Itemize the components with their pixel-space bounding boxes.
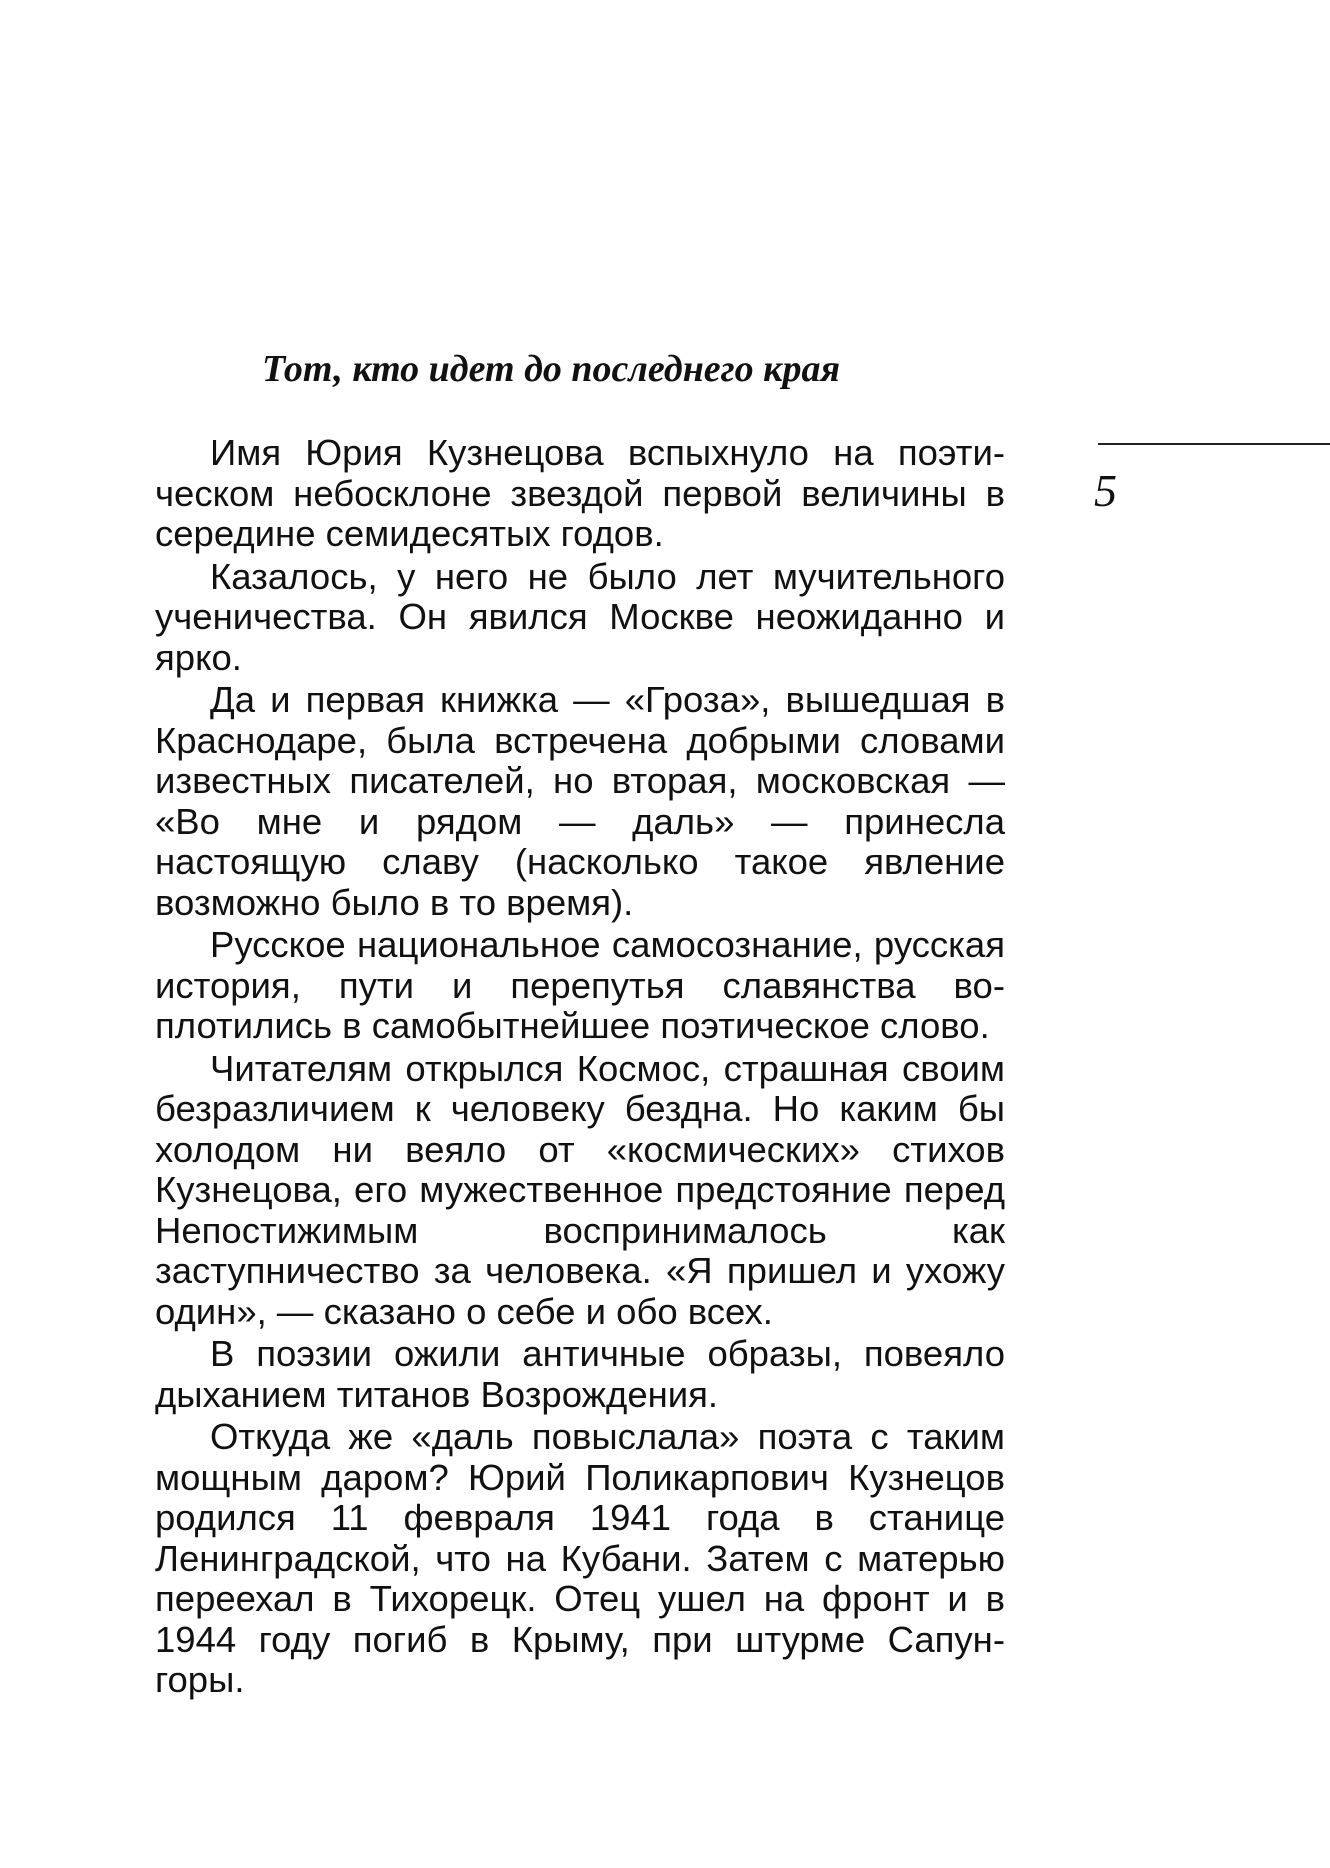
paragraph: Читателям открылся Космос, страшная своим безразличием к человеку бездна. Но каким бы холодом ни веяло от «космических» стихов Кузнецова, его мужественное предстояние перед Непостижимым воспринималось как заступничество за человека. «Я пришел и ухожу один», — сказано о себе и обо всех. [155, 1047, 1005, 1332]
paragraph: Откуда же «даль повыслала» поэта с таким мощным даром? Юрий Поликарпович Кузнецов родился 11 февраля 1941 года в станице Ленинградской, что на Кубани. Затем с матерью переехал в Тихорецк. Отец ушел на фронт и в 1944 году погиб в Крыму, при штурме Сапун-горы. [155, 1416, 1005, 1700]
chapter-title: Тот, кто идет до последнего края [262, 348, 841, 390]
paragraph: В поэзии ожили античные образы, повеяло дыханием титанов Возрождения. [155, 1333, 1005, 1415]
body-text [155, 433, 1005, 1703]
paragraph: Имя Юрия Кузнецова вспыхнуло на поэтическом небосклоне звездой первой величины в середине семидесятых годов. [155, 432, 1005, 554]
paragraph: Казалось, у него не было лет мучительного ученичества. Он явился Москве неожиданно и ярко. [155, 555, 1005, 678]
paragraph: Да и первая книжка — «Гроза», вышедшая в Краснодаре, была встречена добрыми словами известных писателей, но вторая, московская — «Во мне и рядом — даль» — принесла настоящую славу (насколько такое явление возможно было в то время). [155, 679, 1005, 923]
paragraph: Русское национальное самосознание, русская история, пути и перепутья славянства воплотились в самобытнейшее поэтическое слово. [155, 924, 1005, 1046]
page-number: 5 [1094, 465, 1117, 516]
margin-rule [1098, 443, 1330, 445]
